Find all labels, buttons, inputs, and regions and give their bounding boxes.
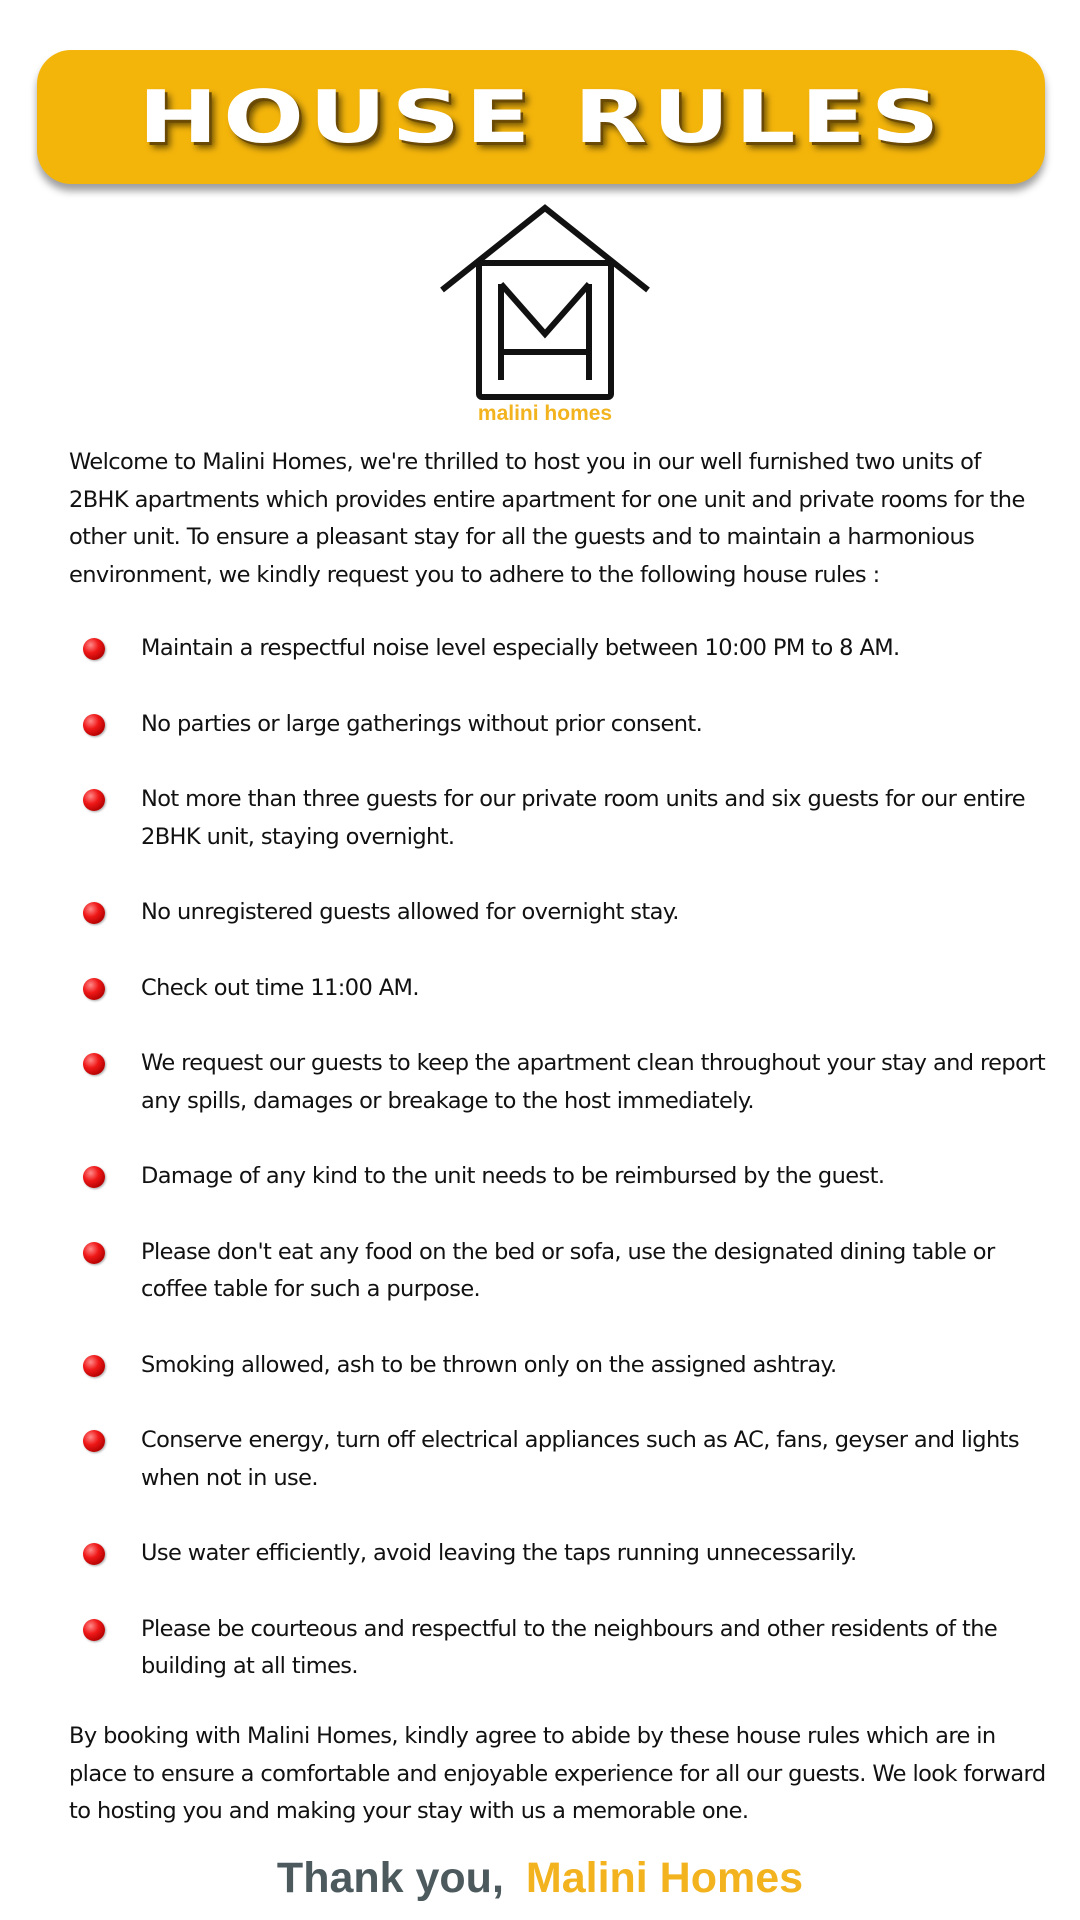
rule-item bbox=[0, 706, 1080, 744]
page-title: HOUSE RULES bbox=[137, 75, 945, 159]
rule-text: No parties or large gatherings without prior consent. bbox=[141, 710, 703, 737]
rule-text: Conserve energy, turn off electrical appliances such as AC, fans, geyser and lights when not in use. bbox=[141, 1427, 1019, 1491]
rule-text: Damage of any kind to the unit needs to be reimbursed by the guest. bbox=[141, 1163, 885, 1189]
thank-you-text: Thank you, bbox=[276, 1854, 504, 1902]
bullet-icon bbox=[83, 1355, 105, 1377]
house-m-logo-icon bbox=[438, 204, 652, 404]
rule-item bbox=[0, 1611, 1080, 1686]
thank-you-line bbox=[0, 1852, 1080, 1904]
rule-text: No unregistered guests allowed for overnight stay. bbox=[141, 899, 679, 925]
bullet-icon bbox=[83, 978, 105, 1000]
rule-text: Check out time 11:00 AM. bbox=[141, 974, 419, 1001]
rule-text: Not more than three guests for our private room units and six guests for our entire 2BHK unit, staying overnight. bbox=[141, 786, 1026, 850]
rule-text: Maintain a respectful noise level especially between 10:00 PM to 8 AM. bbox=[141, 635, 900, 661]
rule-item bbox=[0, 1347, 1080, 1385]
bullet-icon bbox=[83, 1619, 105, 1641]
bullet-icon bbox=[83, 1430, 105, 1452]
rule-item bbox=[0, 781, 1080, 856]
bullet-icon bbox=[83, 1543, 105, 1565]
bullet-icon bbox=[83, 1053, 105, 1075]
bullet-icon bbox=[83, 714, 105, 736]
rule-item bbox=[0, 970, 1080, 1008]
rule-item bbox=[0, 1158, 1080, 1196]
rule-text: Use water efficiently, avoid leaving the taps running unnecessarily. bbox=[141, 1540, 857, 1566]
rule-item bbox=[0, 894, 1080, 932]
rule-item bbox=[0, 630, 1080, 668]
closing-paragraph: By booking with Malini Homes, kindly agree to abide by these house rules which are in place to ensure a comfortable and enjoyable experience for all our guests. We look forward to hosting you and making your stay with us a memorable one. bbox=[69, 1723, 1046, 1824]
rule-item bbox=[0, 1045, 1080, 1120]
rule-item bbox=[0, 1234, 1080, 1309]
bullet-icon bbox=[83, 902, 105, 924]
rule-text: Please don't eat any food on the bed or sofa, use the designated dining table or coffee table for such a purpose. bbox=[141, 1238, 995, 1302]
rules-list bbox=[0, 630, 1080, 1724]
brand-name: Malini Homes bbox=[525, 1854, 804, 1902]
bullet-icon bbox=[83, 1242, 105, 1264]
bullet-icon bbox=[83, 638, 105, 660]
intro-paragraph: Welcome to Malini Homes, we're thrilled to host you in our well furnished two units of 2BHK apartments which provides entire apartment for one unit and private rooms for the other unit. To ensure a pleasant stay for all the guests and to maintain a harmonious environment, we kindly request you to adhere to the following house rules : bbox=[69, 449, 1025, 588]
bullet-icon bbox=[83, 1166, 105, 1188]
title-banner bbox=[37, 50, 1045, 184]
logo-text: malini homes bbox=[477, 402, 613, 425]
rule-text: Smoking allowed, ash to be thrown only on the assigned ashtray. bbox=[141, 1351, 837, 1378]
rule-item bbox=[0, 1535, 1080, 1573]
rule-item bbox=[0, 1422, 1080, 1497]
rule-text: We request our guests to keep the apartment clean throughout your stay and report any spills, damages or breakage to the host immediately. bbox=[141, 1050, 1046, 1114]
rule-text: Please be courteous and respectful to the neighbours and other residents of the building at all times. bbox=[141, 1615, 998, 1679]
bullet-icon bbox=[83, 789, 105, 811]
